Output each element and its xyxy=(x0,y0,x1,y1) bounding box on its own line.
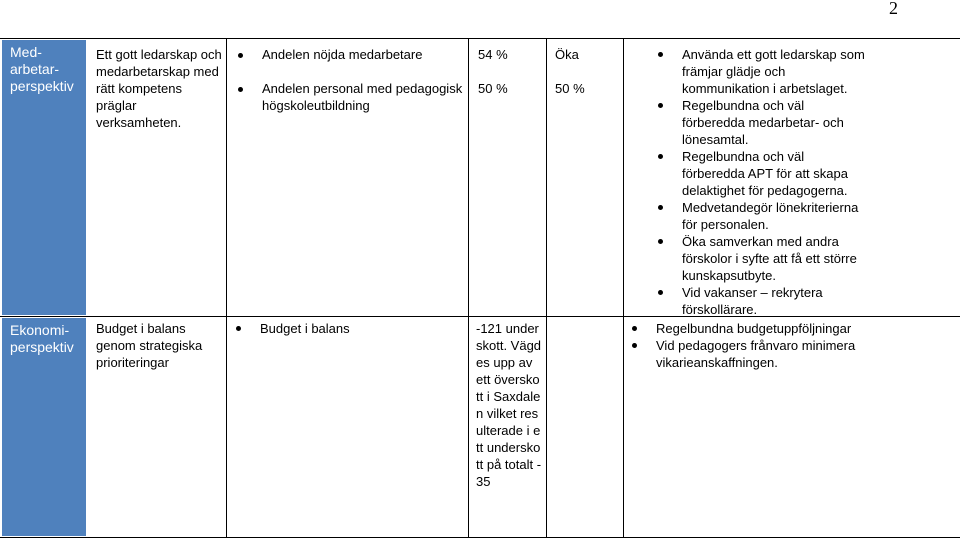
indicator-cell xyxy=(236,320,464,337)
outcome-cell xyxy=(478,46,544,97)
list-item xyxy=(632,320,862,337)
indicator-text: Andelen nöjda medarbetare xyxy=(262,47,423,62)
action-text: Vid vakanser – rekrytera förskollärare. xyxy=(682,285,823,317)
target-value: 50 % xyxy=(555,81,585,96)
outcome-value: -121 underskott. Vägdes upp av ett överskott i Saxdalen vilket resulterade i ett underskott på totalt -35 xyxy=(476,321,542,489)
outcome-cell xyxy=(476,320,542,490)
actions-cell xyxy=(658,46,866,318)
outcome-value: 50 % xyxy=(478,81,508,96)
list-item xyxy=(236,320,464,337)
indicator-list xyxy=(238,46,466,114)
action-text: Medvetandegör lönekriterierna för personalen. xyxy=(682,200,859,232)
column-divider xyxy=(468,38,469,538)
perspective-label xyxy=(2,318,86,536)
goal-text: Ett gott ledarskap och medarbetarskap med rätt kompetens präglar verksamheten. xyxy=(96,47,222,130)
action-text: Öka samverkan med andra förskolor i syfte att få ett större kunskapsutbyte. xyxy=(682,234,857,283)
bullet-icon xyxy=(658,290,663,295)
outcome-value: 54 % xyxy=(478,47,508,62)
bullet-icon xyxy=(238,87,243,92)
column-divider xyxy=(623,38,624,538)
bullet-icon xyxy=(238,53,243,58)
table-top-rule xyxy=(0,38,960,39)
indicator-text: Budget i balans xyxy=(260,321,350,336)
target-cell xyxy=(555,46,621,97)
action-text: Regelbundna och väl förberedda APT för att skapa delaktighet för pedagogerna. xyxy=(682,149,848,198)
target-value: Öka xyxy=(555,47,579,62)
bullet-icon xyxy=(632,343,637,348)
list-item xyxy=(658,284,866,318)
page-number: 2 xyxy=(889,0,898,18)
indicator-list xyxy=(236,320,464,337)
action-text: Regelbundna budgetuppföljningar xyxy=(656,321,852,336)
list-item xyxy=(238,46,466,63)
indicator-text: Andelen personal med pedagogisk högskoleutbildning xyxy=(262,81,463,113)
perspective-label-text: Ekonomi-perspektiv xyxy=(10,322,74,355)
action-text: Använda ett gott ledarskap som främjar glädje och kommunikation i arbetslaget. xyxy=(682,47,865,96)
perspective-label-text: Med-arbetar-perspektiv xyxy=(10,44,74,94)
bullet-icon xyxy=(658,239,663,244)
actions-cell xyxy=(632,320,862,371)
list-item xyxy=(658,199,866,233)
bullet-icon xyxy=(632,326,637,331)
bullet-icon xyxy=(658,205,663,210)
list-item xyxy=(658,148,866,199)
bullet-icon xyxy=(658,52,663,57)
bullet-icon xyxy=(658,154,663,159)
goal-text: Budget i balans genom strategiska prioriteringar xyxy=(96,321,203,370)
goal-cell xyxy=(96,46,224,131)
column-divider xyxy=(546,38,547,538)
indicator-cell xyxy=(238,46,466,114)
column-divider xyxy=(226,38,227,538)
action-text: Regelbundna och väl förberedda medarbetar- och lönesamtal. xyxy=(682,98,844,147)
list-item xyxy=(658,46,866,97)
table-bottom-rule xyxy=(0,537,960,538)
perspective-label xyxy=(2,40,86,315)
list-item xyxy=(658,233,866,284)
bullet-icon xyxy=(236,326,241,331)
bullet-icon xyxy=(658,103,663,108)
actions-list xyxy=(632,320,862,371)
actions-list xyxy=(658,46,866,318)
list-item xyxy=(658,97,866,148)
list-item xyxy=(632,337,862,371)
list-item xyxy=(238,80,466,114)
goal-cell xyxy=(96,320,216,371)
action-text: Vid pedagogers frånvaro minimera vikarieanskaffningen. xyxy=(656,338,856,370)
